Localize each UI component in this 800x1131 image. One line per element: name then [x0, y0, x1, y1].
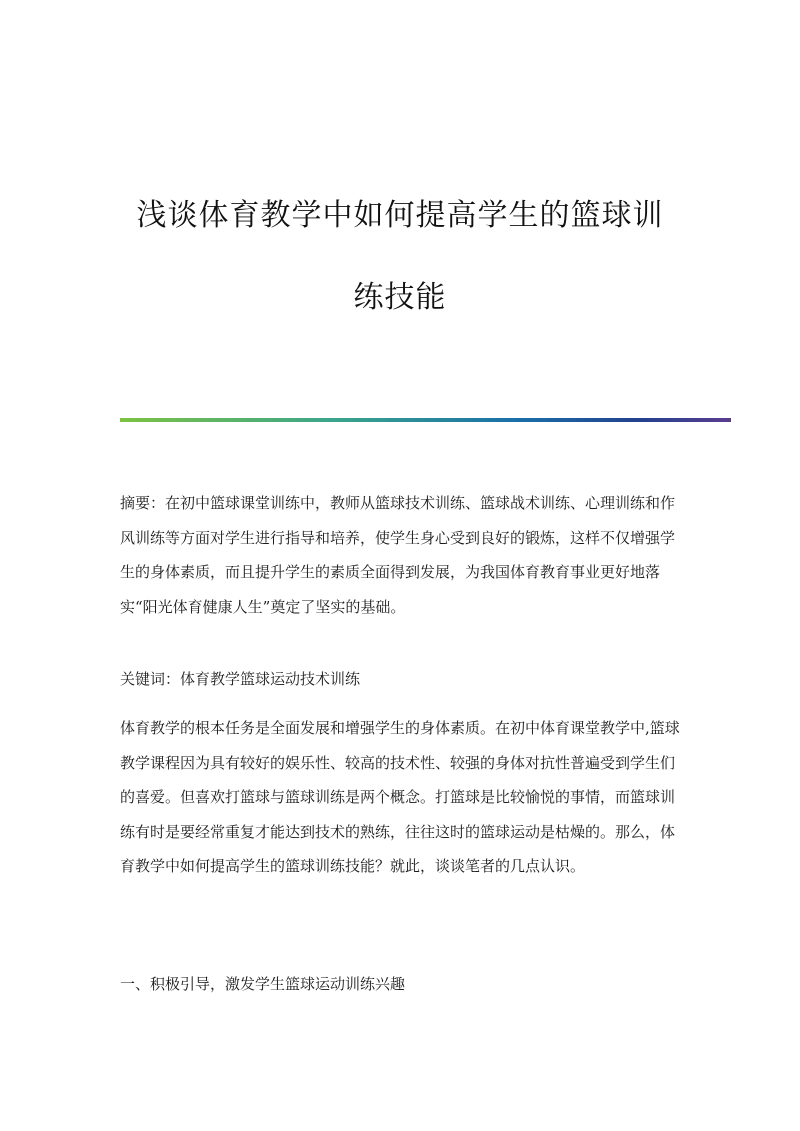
- title-divider: [120, 418, 731, 422]
- intro-paragraph: 体育教学的根本任务是全面发展和增强学生的身体素质。在初中体育课堂教学中,篮球教学课程因为具有较好的娱乐性、较高的技术性、较强的身体对抗性普遍受到学生们的喜爱。但喜欢打篮球与篮球训练是两个概念。打篮球是比较愉悦的事情，而篮球训练有时是要经常重复才能达到技术的熟练，往往这时的篮球运动是枯燥的。那么，体育教学中如何提高学生的篮球训练技能？就此，谈谈笔者的几点认识。: [120, 719, 680, 875]
- keywords-line: 关键词：体育教学篮球运动技术训练: [120, 670, 361, 688]
- document-title-line-2: 练技能: [353, 280, 447, 315]
- abstract-paragraph: 摘要：在初中篮球课堂训练中，教师从篮球技术训练、篮球战术训练、心理训练和作风训练等方面对学生进行指导和培养，使学生身心受到良好的锻炼，这样不仅增强学生的身体素质，而且提升学生的素质全面得到发展，为我国体育教育事业更好地落实“阳光体育健康人生”奠定了坚实的基础。: [120, 494, 676, 616]
- document-title-line-1: 浅谈体育教学中如何提高学生的篮球训: [136, 198, 664, 233]
- section-heading: 一、积极引导，激发学生篮球运动训练兴趣: [120, 975, 406, 993]
